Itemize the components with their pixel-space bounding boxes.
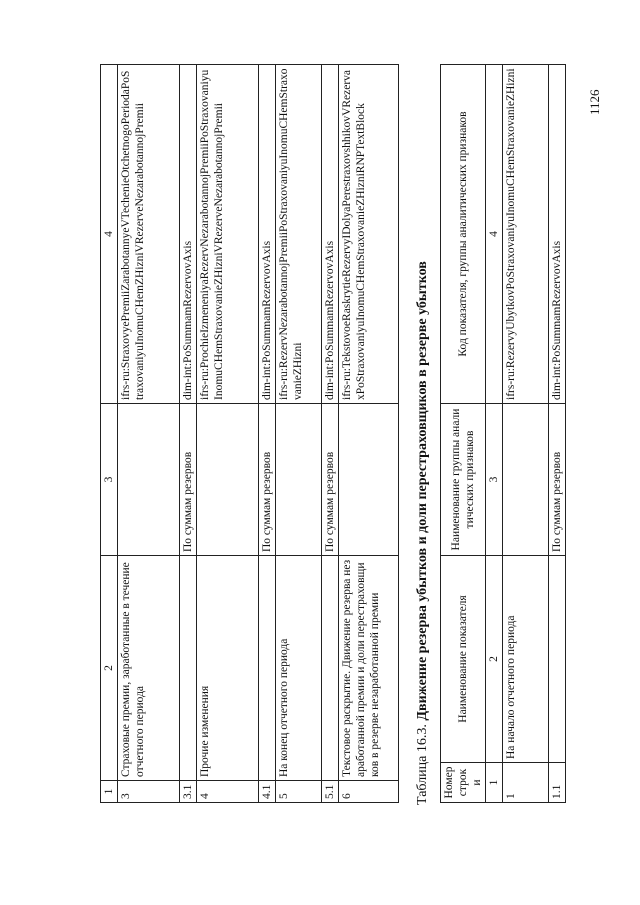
table-caption xyxy=(415,261,431,805)
column-index: 4 xyxy=(486,65,503,404)
column-header: 4 xyxy=(101,65,118,404)
group-name: По суммам резервов xyxy=(549,404,566,556)
table-header-row xyxy=(441,65,486,803)
table-row xyxy=(118,65,180,803)
row-number: 1 xyxy=(503,763,549,803)
indicator-code: dim-int:PoSummamRezervovAxis xyxy=(180,65,197,404)
column-header: 1 xyxy=(101,781,118,803)
group-name xyxy=(118,404,180,556)
indicator-name: Текстовое раскрытие. Движение резерва незаработанной премии и доли перестраховщиков в резерве незаработанной премии xyxy=(339,556,399,781)
row-number: 3 xyxy=(118,781,180,803)
column-index: 1 xyxy=(486,763,503,803)
table-row xyxy=(197,65,259,803)
indicator-name: На конец отчетного периода xyxy=(276,556,322,781)
group-name: По суммам резервов xyxy=(259,404,276,556)
column-header-number: Номер строки xyxy=(441,763,486,803)
column-index: 2 xyxy=(486,556,503,763)
caption-title: Движение резерва убытков и доли перестраховщиков в резерве убытков xyxy=(415,261,430,721)
indicator-code: ifrs-ru:RezervyUbytkovPoStraxovaniyuInomuCHemStraxovanieZHizni xyxy=(503,65,549,404)
indicator-code: ifrs-ru:ProchieIzmeneniyaRezervNezarabotannojPremiiPoStraxovaniyuInomuCHemStraxovanieZHizniVRezerveNezarabotannojPremii xyxy=(197,65,259,404)
group-name xyxy=(339,404,399,556)
table-row xyxy=(549,65,566,803)
indicator-code: ifrs-ru:RezervNezarabotannojPremiiPoStraxovaniyuInomuCHemStraxovanieZHizni xyxy=(276,65,322,404)
group-name xyxy=(197,404,259,556)
row-number: 3.1 xyxy=(180,781,197,803)
group-name: По суммам резервов xyxy=(180,404,197,556)
row-number: 5 xyxy=(276,781,322,803)
indicator-code: ifrs-ru:TekstovoeRaskrytieRezervyIDolyaPerestraxovshhikovVRezervaxPoStraxovaniyuInomuCHemStraxovanieZHizniRNPTextBlock xyxy=(339,65,399,404)
group-name xyxy=(503,404,549,556)
row-number: 6 xyxy=(339,781,399,803)
group-name xyxy=(276,404,322,556)
indicator-code: dim-int:PoSummamRezervovAxis xyxy=(549,65,566,404)
reserve-table-continued xyxy=(100,64,399,803)
caption-label: Таблица 16.3. xyxy=(415,724,430,805)
indicator-code: ifrs-ru:StraxovyePremiiZarabotannyeVTechenieOtchetnogoPeriodaPoStraxovaniyuInomuCHemZHizniVRezerveNezarabotannojPremii xyxy=(118,65,180,404)
table-row xyxy=(259,65,276,803)
table-row xyxy=(503,65,549,803)
table-index-row xyxy=(486,65,503,803)
row-number: 4.1 xyxy=(259,781,276,803)
loss-reserve-table xyxy=(440,64,566,803)
column-index: 3 xyxy=(486,404,503,556)
indicator-name: Прочие изменения xyxy=(197,556,259,781)
indicator-code: dim-int:PoSummamRezervovAxis xyxy=(322,65,339,404)
indicator-name xyxy=(259,556,276,781)
table-row xyxy=(180,65,197,803)
row-number: 1.1 xyxy=(549,763,566,803)
indicator-code: dim-int:PoSummamRezervovAxis xyxy=(259,65,276,404)
indicator-name xyxy=(322,556,339,781)
page-number: 1126 xyxy=(587,89,602,115)
table-row xyxy=(276,65,322,803)
indicator-name xyxy=(549,556,566,763)
row-number: 5.1 xyxy=(322,781,339,803)
table-row xyxy=(339,65,399,803)
column-header-name: Наименование показателя xyxy=(441,556,486,763)
column-header-code: Код показателя, группы аналитических признаков xyxy=(441,65,486,404)
indicator-name: Страховые премии, заработанные в течение отчетного периода xyxy=(118,556,180,781)
row-number: 4 xyxy=(197,781,259,803)
table-header-row xyxy=(101,65,118,803)
indicator-name xyxy=(180,556,197,781)
column-header: 3 xyxy=(101,404,118,556)
indicator-name: На начало отчетного периода xyxy=(503,556,549,763)
table-row xyxy=(322,65,339,803)
column-header-group: Наименование группы аналитических признаков xyxy=(441,404,486,556)
group-name: По суммам резервов xyxy=(322,404,339,556)
column-header: 2 xyxy=(101,556,118,781)
